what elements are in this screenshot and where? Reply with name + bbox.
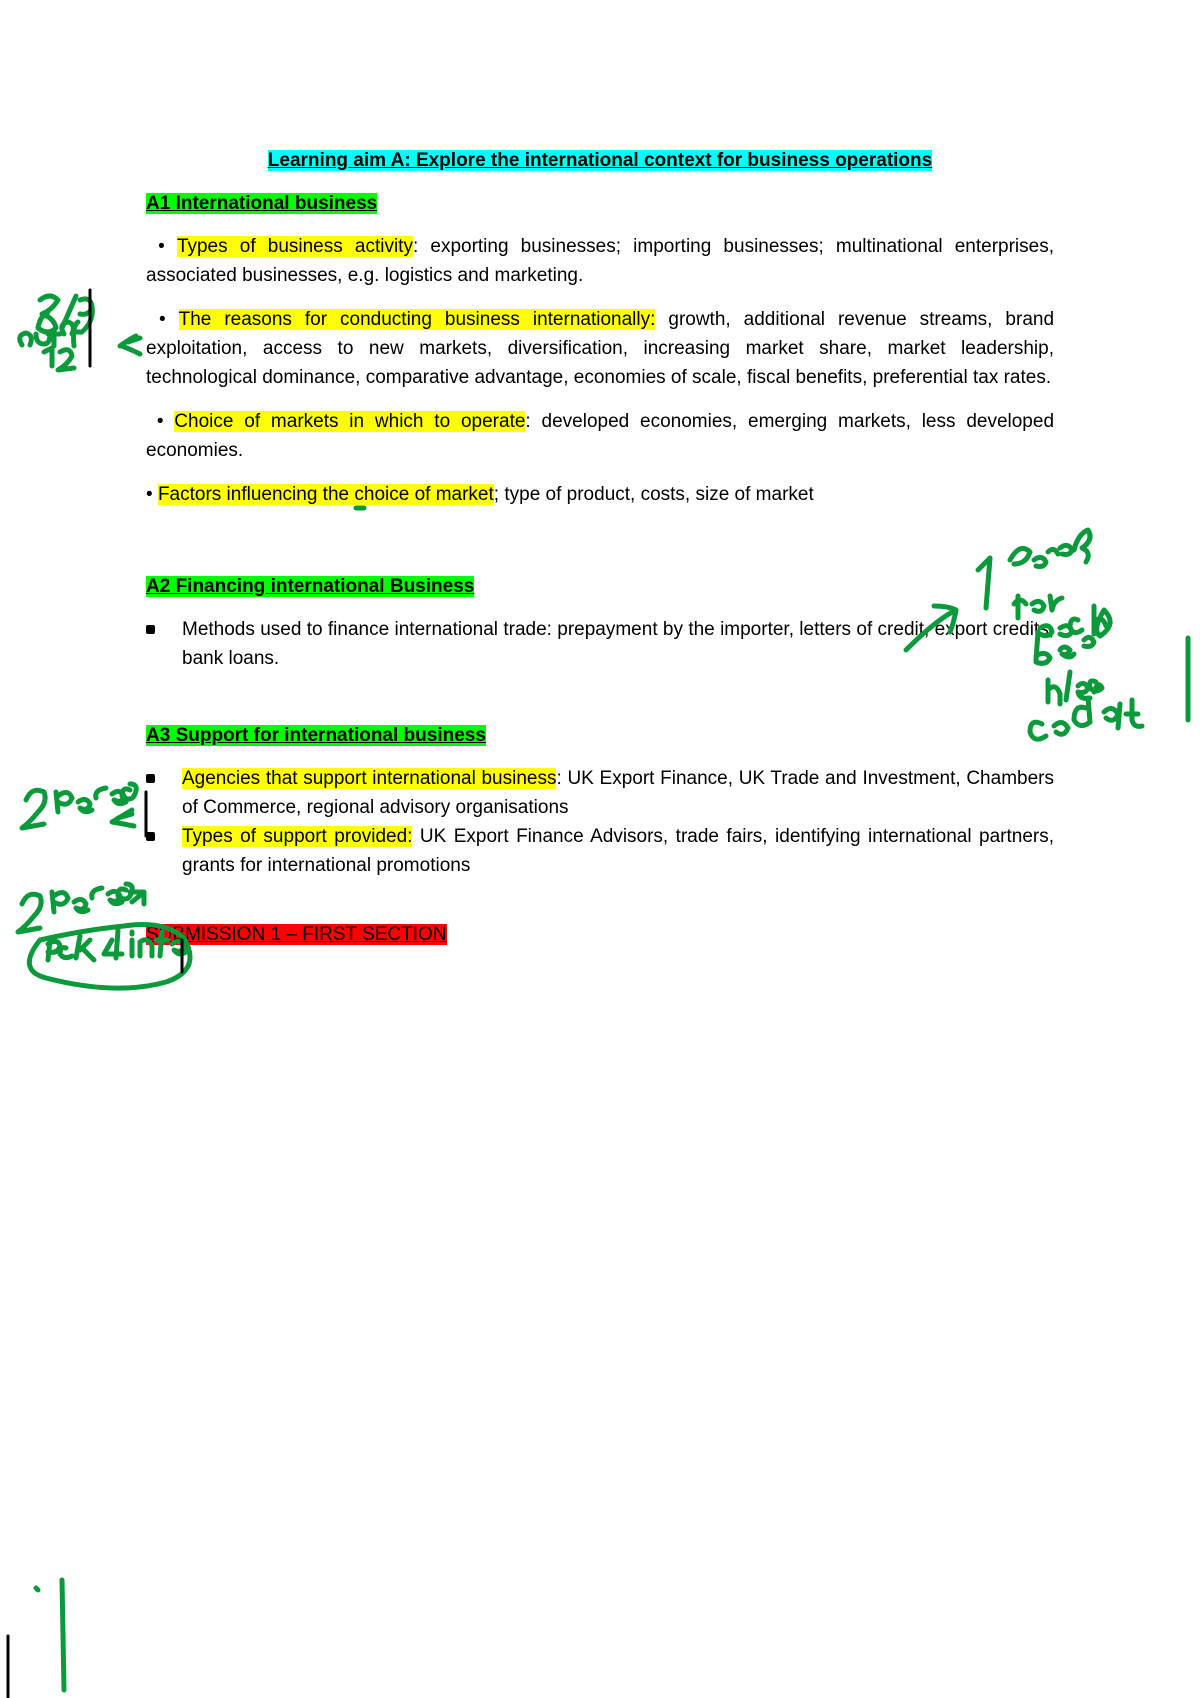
section-heading-a1 xyxy=(146,189,1054,218)
a1-item-2: • The reasons for conducting business internationally: growth, additional revenue streams, brand exploitation, access to new markets, diversification, increasing market share, market leadership, technological dominance, comparative advantage, economies of scale, fiscal benefits, preferential tax rates. xyxy=(146,309,1055,388)
section-heading-a2 xyxy=(146,572,1054,601)
page-title-row xyxy=(146,146,1054,175)
page-title: Learning aim A: Explore the international context for business operations xyxy=(267,150,933,171)
bullet-icon xyxy=(146,832,155,841)
a1-item-3: • Choice of markets in which to operate: developed economies, emerging markets, less developed economies. xyxy=(146,411,1055,461)
a1-item-4-text: type of product, costs, size of market xyxy=(504,484,814,505)
section-a2-heading: A2 Financing international Business xyxy=(146,576,475,597)
a3-item-1-text: UK Export Finance, UK Trade and Investment, Chambers of Commerce, regional advisory organisations xyxy=(182,768,1054,818)
a1-item-4: • Factors influencing the choice of market; type of product, costs, size of market xyxy=(146,484,814,505)
document-body xyxy=(146,146,1054,949)
submission-row xyxy=(146,920,1054,949)
a3-item-2-text: UK Export Finance Advisors, trade fairs, identifying international partners, grants for international promotions xyxy=(182,826,1054,876)
a1-item-1-sep: : xyxy=(412,236,431,257)
a1-item-1-lead: Types of business activity xyxy=(176,236,413,257)
section-a1-heading: A1 International business xyxy=(146,193,378,214)
section-a3-heading: A3 Support for international business xyxy=(146,725,486,746)
annotation-left-a1 xyxy=(20,290,140,370)
a1-item-3-text: developed economies, emerging markets, less developed economies. xyxy=(146,411,1055,461)
a2-item-1 xyxy=(146,615,1054,673)
a3-item-1-sep: : xyxy=(556,768,568,789)
a2-list xyxy=(146,615,1054,673)
a3-item-1-lead: Agencies that support international business xyxy=(182,768,557,789)
a1-item-1-text: exporting businesses; importing businesses; multinational enterprises, associated businesses, e.g. logistics and marketing. xyxy=(146,236,1054,286)
a1-item-4-sep: ; xyxy=(493,484,505,505)
a1-item-2-sep xyxy=(655,309,668,330)
a3-item-2-lead: Types of support provided: xyxy=(182,826,413,847)
a1-item-2-lead: The reasons for conducting business internationally: xyxy=(178,309,656,330)
a1-item-2-text: growth, additional revenue streams, brand exploitation, access to new markets, diversification, increasing market share, market leadership, technological dominance, comparative advantage, economies of scale, fiscal benefits, preferential tax rates. xyxy=(146,309,1055,388)
a3-item-1 xyxy=(146,764,1054,822)
annotation-left-a3 xyxy=(22,784,146,836)
a1-item-3-sep: : xyxy=(525,411,542,432)
a1-item-4-lead: Factors influencing the choice of market xyxy=(157,484,494,505)
a3-item-2-sep xyxy=(412,826,419,847)
bullet-icon xyxy=(146,774,155,783)
a3-item-2 xyxy=(146,822,1054,880)
section-heading-a3 xyxy=(146,721,1054,750)
submission-label: SUBMISSION 1 – FIRST SECTION xyxy=(146,924,447,945)
a1-item-3-lead: Choice of markets in which to operate xyxy=(174,411,526,432)
a1-item-1: • Types of business activity: exporting businesses; importing businesses; multinational enterprises, associated businesses, e.g. logistics and marketing. xyxy=(146,236,1054,286)
a3-list xyxy=(146,764,1054,880)
a2-item-1-text: Methods used to finance international trade: prepayment by the importer, letters of credit, export credits, bank loans. xyxy=(182,619,1054,669)
bullet-icon xyxy=(146,625,155,634)
